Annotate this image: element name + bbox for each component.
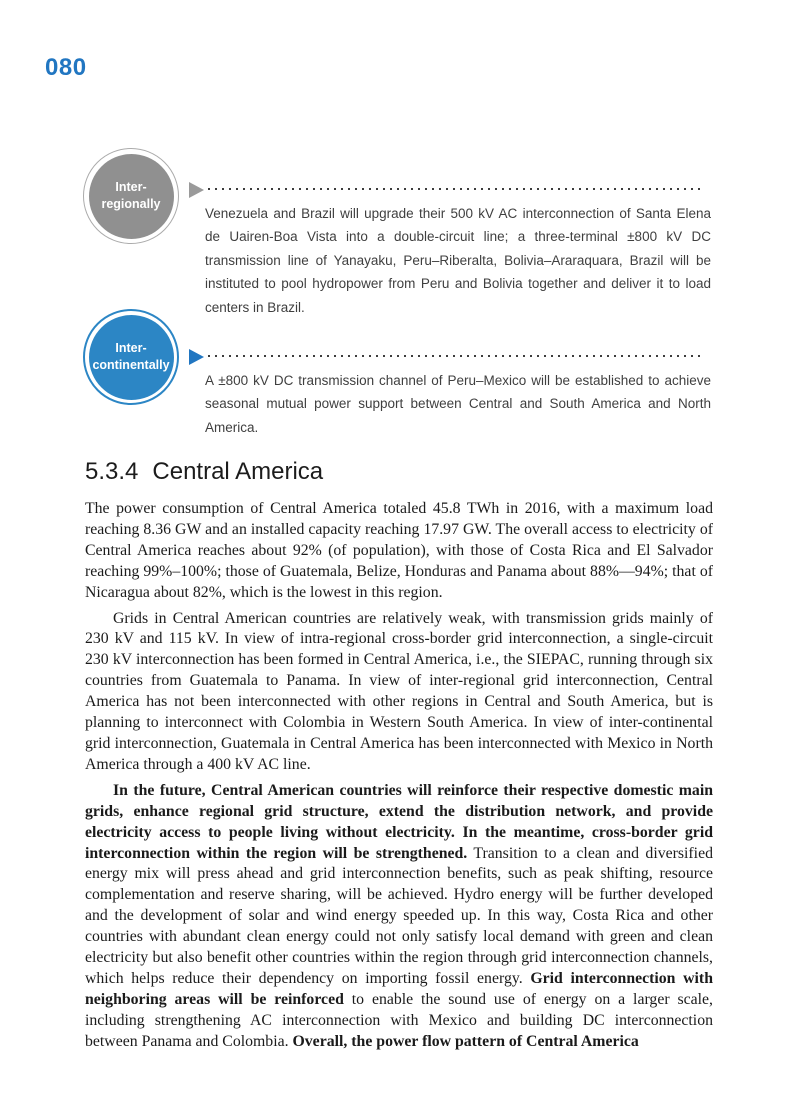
body-paragraph: [85, 781, 713, 1053]
badge-label-line1: Inter-: [115, 180, 147, 195]
text-run: to enable the sound use of energy on a larger scale, including strengthening AC interconnection with Mexico and building DC interconnection between Panama and Colombia.: [85, 990, 714, 1050]
badge-label-line2: regionally: [101, 197, 161, 211]
text-run: Transition to a clean and diversified energy mix will press ahead and grid interconnection benefits, such as peak shifting, resource complementation and reserve sharing, will be achieved. Hydro energy will be further developed and the development of solar and wind energy speeded up. In this way, Costa Rica and other countries with abundant clean energy could not only satisfy local demand with green and clean electricity but also benefit other countries within the region through grid interconnection channels, which helps reduce their dependency on importing fossil energy.: [85, 844, 713, 987]
section-title: Central America: [152, 458, 324, 485]
bold-text-run: Overall, the power flow pattern of Central America: [292, 1032, 639, 1050]
badge-label-line2: continentally: [92, 358, 170, 372]
inter-regionally-badge: [83, 148, 179, 244]
badge-label-line1: Inter-: [115, 341, 147, 356]
triangle-arrow-icon: [189, 349, 204, 365]
text-run: Grids in Central American countries are relatively weak, with transmission grids mainly of 230 kV and 115 kV. In view of intra-regional cross-border grid interconnection, a single-circuit 230 kV interconnection has been formed in Central America, i.e., the SIEPAC, running through six countries from Guatemala to Panama. In view of inter-regional grid interconnection, Central America has not been interconnected with other regions in Central and South America, but is planning to interconnect with Colombia in Western South America. In view of inter-continental grid interconnection, Guatemala in Central America has been interconnected with Mexico in North America through a 400 kV AC line.: [85, 609, 713, 773]
text-run: The power consumption of Central America totaled 45.8 TWh in 2016, with a maximum load reaching 8.36 GW and an installed capacity reaching 17.97 GW. The overall access to electricity of Central America reaches about 92% (of population), with those of Costa Rica and El Salvador reaching 99%–100%; those of Guatemala, Belize, Honduras and Panama about 88%—94%; that of Nicaragua about 82%, which is the lowest in this region.: [85, 500, 713, 601]
body-text: [85, 499, 713, 1058]
section-number: 5.3.4: [85, 458, 139, 485]
inter-continentally-text: A ±800 kV DC transmission channel of Peru–Mexico will be established to achieve seasonal mutual power support between Central and South America and North America.: [205, 373, 711, 435]
dotted-leader-line: [208, 355, 703, 357]
inter-continentally-badge-fill: [89, 315, 174, 400]
body-paragraph: [85, 499, 713, 604]
inter-regionally-badge-fill: [89, 154, 174, 239]
body-paragraph: [85, 609, 713, 776]
section-heading: [85, 458, 323, 486]
bold-text-run: In the future, Central American countries will reinforce their respective domestic main grids, enhance regional grid structure, extend the distribution network, and provide electricity access to people living without electricity. In the meantime, cross-border grid interconnection within the region will be strengthened.: [85, 781, 713, 862]
bold-text-run: Grid interconnection with neighboring areas will be reinforced: [85, 969, 713, 1008]
triangle-arrow-icon: [189, 182, 204, 198]
page-number: 080: [45, 54, 87, 81]
inter-continentally-badge: [83, 309, 179, 405]
dotted-leader-line: [208, 188, 703, 190]
inter-regionally-text: Venezuela and Brazil will upgrade their 500 kV AC interconnection of Santa Elena de Uairen-Boa Vista into a double-circuit line; a three-terminal ±800 kV DC transmission line of Yanayaku, Peru–Riberalta, Bolivia–Araraquara, Brazil will be instituted to pool hydropower from Peru and Bolivia together and deliver it to load centers in Brazil.: [205, 206, 711, 315]
